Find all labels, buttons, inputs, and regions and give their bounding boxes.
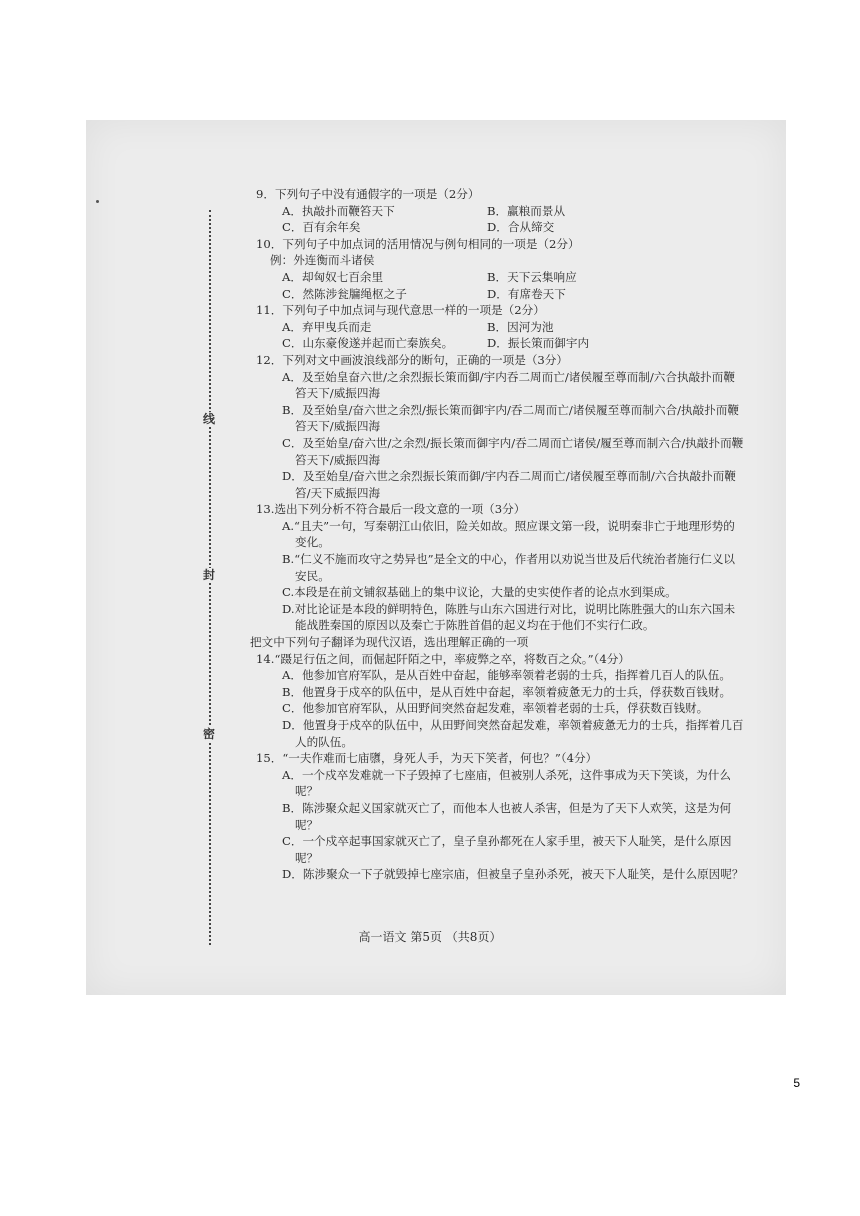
option-b: B．他置身于戍卒的队伍中，是从百姓中奋起，率领着疲惫无力的士兵，俘获数百钱财。 [282,684,732,699]
option-d: D．有席卷天下 [487,286,566,301]
binding-label-xian: 线 [203,412,216,426]
question-stem: 12．下列对文中画波浪线部分的断句，正确的一项是（3分） [256,352,568,367]
question-13 [256,501,746,634]
question-11 [256,302,746,352]
option-b: B．陈涉聚众起义国家就灭亡了，而他本人也被人杀害，但是为了天下人欢笑，这是为何呢？ [282,800,732,832]
question-content [250,186,746,883]
option-b: B．赢粮而景从 [487,203,566,218]
option-d: D.对比论证是本段的鲜明特色，陈胜与山东六国进行对比，说明比陈胜强大的山东六国未能战胜秦国的原因以及秦亡于陈胜首倡的起义均在于他们不实行仁政。 [282,601,736,633]
option-b: B．及至始皇/奋六世之余烈/振长策而御宇内/吞二周而亡/诸侯履至尊而制六合/执敲扑而鞭笞天下/威振四海 [282,402,740,434]
option-a: A．他参加官府军队，是从百姓中奋起，能够率领着老弱的士兵，指挥着几百人的队伍。 [282,668,731,683]
page-number: 5 [793,1076,800,1090]
question-stem: 9．下列句子中没有通假字的一项是（2分） [256,187,480,201]
option-b: B．天下云集响应 [487,269,577,284]
question-stem: 13.选出下列分析不符合最后一段文意的一项（3分） [256,502,526,517]
option-d: D．陈涉聚众一下子就毁掉七座宗庙，但被皇子皇孙杀死，被天下人耻笑，是什么原因呢？ [282,867,744,882]
option-a: A．及至始皇奋六世/之余烈振长策而御/宇内吞二周而亡/诸侯履至尊而制/六合执敲扑而鞭笞天下/威振四海 [282,369,735,401]
option-d: D．振长策而御宇内 [487,336,590,351]
question-9 [256,186,746,236]
option-a: A．一个戍卒发难就一下子毁掉了七座庙，但被别人杀死，这件事成为天下笑谈，为什么呢？ [282,767,731,799]
binding-label-feng: 封 [203,568,216,582]
option-a: A．却匈奴七百余里 [282,269,384,284]
question-example: 例：外连衡而斗诸侯 [270,253,375,268]
option-c: C．及至始皇/奋六世/之余烈/振长策而御宇内/吞二周而亡诸侯/履至尊而制六合/执敲扑而鞭笞天下/威振四海 [282,435,744,467]
question-stem: 11．下列句子中加点词与现代意思一样的一项是（2分） [256,303,545,318]
option-c: C．山东豪俊遂并起而亡秦族矣。 [282,336,454,351]
question-12 [256,352,746,501]
question-stem: 15．“一夫作难而七庙隳，身死人手，为天下笑者，何也？”（4分） [256,751,598,766]
page-footer: 高一语文 第5页 （共8页） [358,930,502,944]
option-c: C．百有余年矣 [282,220,361,235]
option-d: D．合从缔交 [487,220,555,235]
translate-instruction: 把文中下列句子翻译为现代汉语，选出理解正确的一项 [250,635,529,650]
scan-speck [96,200,99,203]
option-c: C．他参加官府军队，从田野间突然奋起发难，率领着老弱的士兵，俘获数百钱财。 [282,701,709,716]
option-d: D．他置身于戍卒的队伍中，从田野间突然奋起发难，率领着疲惫无力的士兵，指挥着几百人的队伍。 [282,718,744,749]
option-c: C．一个戍卒起事国家就灭亡了，皇子皇孙都死在人家手里，被天下人耻笑，是什么原因呢？ [282,834,732,865]
option-a: A．弃甲曳兵而走 [282,319,372,334]
option-c: C.本段是在前文铺叙基础上的集中议论，大量的史实使作者的论点水到渠成。 [282,585,677,600]
question-15 [256,750,746,883]
question-10 [256,236,746,302]
question-14 [256,651,746,751]
option-d: D．及至始皇/奋六世之余烈振长策而御/宇内吞二周而亡/诸侯履至尊而制/六合执敲扑而鞭笞/天下威振四海 [282,469,736,500]
question-stem: 14.“蹑足行伍之间，而倔起阡陌之中，率疲弊之卒，将数百之众。”（4分） [256,651,630,666]
option-c: C．然陈涉瓮牖绳枢之子 [282,286,407,301]
option-b: B．因河为池 [487,319,554,334]
option-a: A.“且夫”一句，写秦朝江山依旧，险关如故。照应课文第一段，说明秦非亡于地理形势的变化。 [282,518,735,550]
binding-label-mi: 密 [203,727,216,741]
question-stem: 10．下列句子中加点词的活用情况与例句相同的一项是（2分） [256,236,580,251]
option-b: B.“仁义不施而攻守之势异也”是全文的中心，作者用以劝说当世及后代统治者施行仁义以安民。 [282,552,736,583]
option-a: A．执敲扑而鞭笞天下 [282,203,395,218]
